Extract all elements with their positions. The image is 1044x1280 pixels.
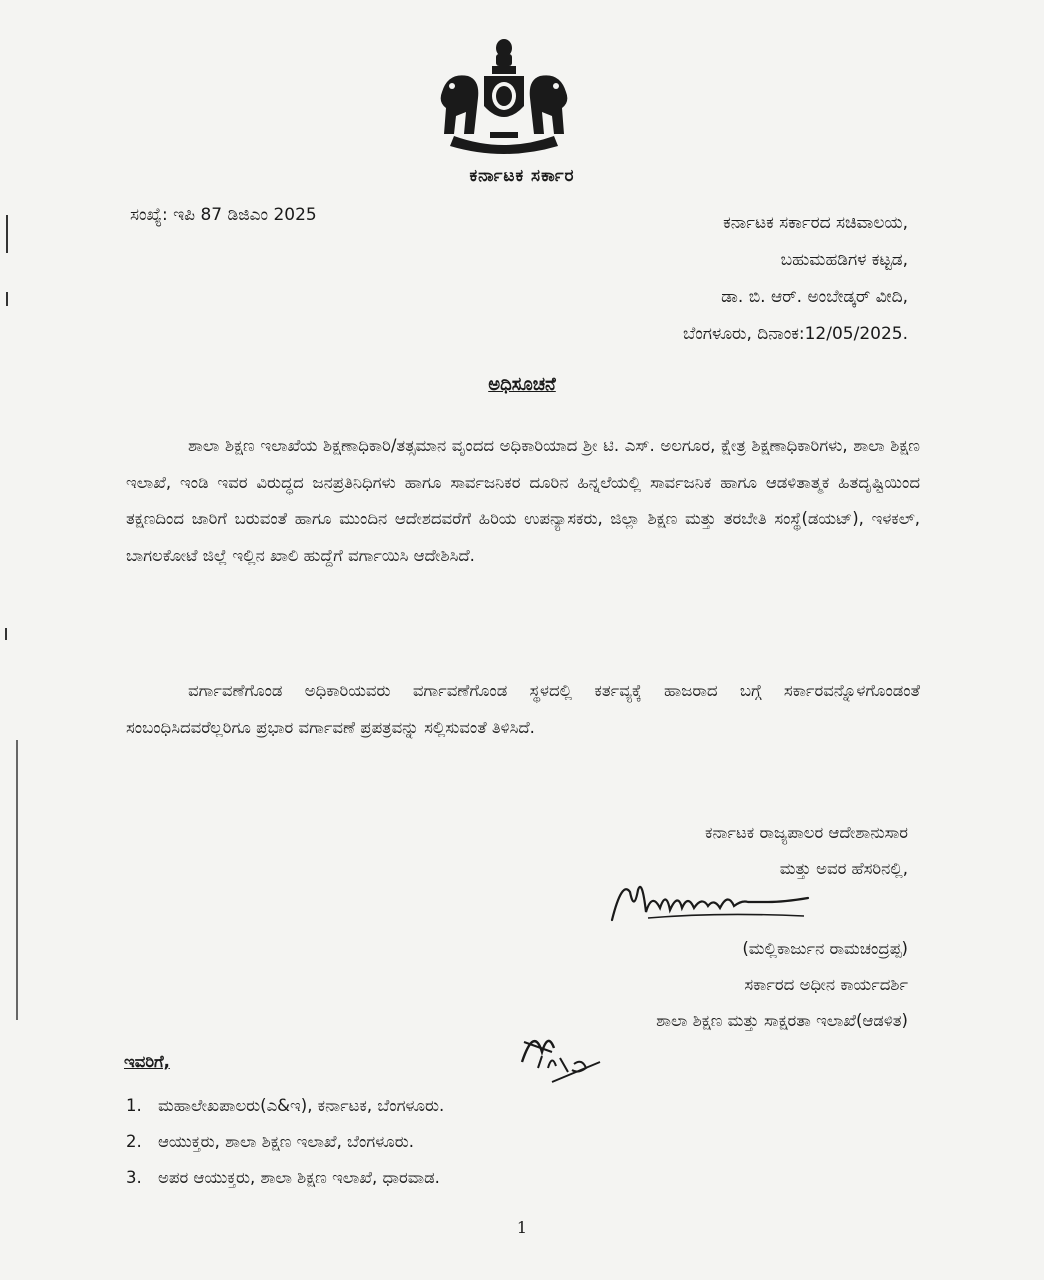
list-text: ಆಯುಕ್ತರು, ಶಾಲಾ ಶಿಕ್ಷಣ ಇಲಾಖೆ, ಬೆಂಗಳೂರು. — [158, 1132, 414, 1151]
office-address — [683, 205, 908, 353]
notification-title: ಅಧಿಸೂಚನೆ — [488, 374, 556, 395]
karnataka-emblem-icon — [434, 36, 574, 160]
handwritten-signature — [608, 872, 818, 932]
list-text: ಅಪರ ಆಯುಕ್ತರು, ಶಾಲಾ ಶಿಕ್ಷಣ ಇಲಾಖೆ, ಧಾರವಾಡ. — [158, 1168, 440, 1187]
address-line: ಬಹುಮಹಡಿಗಳ ಕಟ್ಟಡ, — [780, 250, 908, 270]
list-number: 1. — [126, 1096, 142, 1115]
list-number: 3. — [126, 1168, 142, 1187]
address-line: ಡಾ. ಬಿ. ಆರ್. ಅಂಬೇಡ್ಕರ್ ವೀದಿ, — [721, 287, 908, 307]
government-title: ಕರ್ನಾಟಕ ಸರ್ಕಾರ — [469, 166, 575, 186]
body-paragraph-1: ಶಾಲಾ ಶಿಕ್ಷಣ ಇಲಾಖೆಯ ಶಿಕ್ಷಣಾಧಿಕಾರಿ/ತತ್ಸಮಾನ ವೃಂದದ ಅಧಿಕಾರಿಯಾದ ಶ್ರೀ ಟಿ. ಎಸ್. ಅಲಗೂರ, ಕ್ಷೇತ್ರ ಶಿಕ್ಷಣಾಧಿಕಾರಿಗಳು, ಶಾಲಾ ಶಿಕ್ಷಣ ಇಲಾಖೆ, ಇಂಡಿ ಇವರ ವಿರುದ್ಧದ ಜನಪ್ರತಿನಿಧಿಗಳು ಹಾಗೂ ಸಾರ್ವಜನಿಕರ ದೂರಿನ ಹಿನ್ನಲೆಯಲ್ಲಿ ಸಾರ್ವಜನಿಕ ಹಾಗೂ ಆಡಳಿತಾತ್ಮಕ ಹಿತದೃಷ್ಟಿಯಿಂದ ತಕ್ಷಣದಿಂದ ಜಾರಿಗೆ ಬರುವಂತೆ ಹಾಗೂ ಮುಂದಿನ ಆದೇಶದವರೆಗೆ ಹಿರಿಯ ಉಪನ್ಯಾಸಕರು, ಜಿಲ್ಲಾ ಶಿಕ್ಷಣ ಮತ್ತು ತರಬೇತಿ ಸಂಸ್ಥೆ(ಡಯಟ್), ಇಳಕಲ್, ಬಾಗಲಕೋಟೆ ಜಿಲ್ಲೆ ಇಲ್ಲಿನ ಖಾಲಿ ಹುದ್ದೆಗೆ ವರ್ಗಾಯಿಸಿ ಆದೇಶಿಸಿದೆ. — [126, 436, 920, 565]
reference-number: ಸಂಖ್ಯೆ: ಇಪಿ 87 ಡಿಜಿಎಂ 2025 — [130, 205, 317, 225]
list-number: 2. — [126, 1132, 142, 1151]
signatory-designation: ಸರ್ಕಾರದ ಅಧೀನ ಕಾರ್ಯದರ್ಶಿ — [744, 975, 908, 994]
address-line: ಕರ್ನಾಟಕ ಸರ್ಕಾರದ ಸಚಿವಾಲಯ, — [723, 213, 908, 233]
recipients-list — [126, 1088, 444, 1196]
body-paragraph-2: ವರ್ಗಾವಣೆಗೊಂಡ ಅಧಿಕಾರಿಯವರು ವರ್ಗಾವಣೆಗೊಂಡ ಸ್ಥಳದಲ್ಲಿ ಕರ್ತವ್ಯಕ್ಕೆ ಹಾಜರಾದ ಬಗ್ಗೆ ಸರ್ಕಾರವನ್ನೊಳಗೊಂಡಂತೆ ಸಂಬಂಧಿಸಿದವರೆಲ್ಲರಿಗೂ ಪ್ರಭಾರ ವರ್ಗಾವಣೆ ಪ್ರಪತ್ರವನ್ನು ಸಲ್ಲಿಸುವಂತೆ ತಿಳಿಸಿದೆ. — [126, 681, 920, 737]
scan-edge-mark — [6, 292, 8, 306]
page-number: 1 — [516, 1218, 528, 1237]
authority-line-2: ಮತ್ತು ಅವರ ಹೆಸರಿನಲ್ಲಿ, — [779, 859, 908, 878]
recipients-heading: ಇವರಿಗೆ, — [124, 1052, 170, 1071]
list-text: ಮಹಾಲೇಖಪಾಲರು(ಎ&ಇ), ಕರ್ನಾಟಕ, ಬೆಂಗಳೂರು. — [158, 1096, 445, 1115]
signatory-name: (ಮಲ್ಲಿಕಾರ್ಜುನ ರಾಮಚಂದ್ರಪ್ಪ) — [742, 939, 908, 958]
signatory-department: ಶಾಲಾ ಶಿಕ್ಷಣ ಮತ್ತು ಸಾಕ್ಷರತಾ ಇಲಾಖೆ(ಆಡಳಿತ) — [656, 1011, 908, 1030]
handwritten-initials — [512, 1022, 612, 1092]
scan-edge-mark — [5, 628, 7, 640]
notification-heading — [0, 374, 1044, 395]
list-item — [126, 1124, 444, 1160]
scan-edge-mark — [16, 740, 18, 1020]
address-line-date: ಬೆಂಗಳೂರು, ದಿನಾಂಕ:12/05/2025. — [682, 324, 908, 344]
list-item — [126, 1088, 444, 1124]
authority-line-1: ಕರ್ನಾಟಕ ರಾಜ್ಯಪಾಲರ ಆದೇಶಾನುಸಾರ — [705, 823, 908, 842]
scan-edge-mark — [6, 215, 8, 253]
list-item — [126, 1160, 444, 1196]
